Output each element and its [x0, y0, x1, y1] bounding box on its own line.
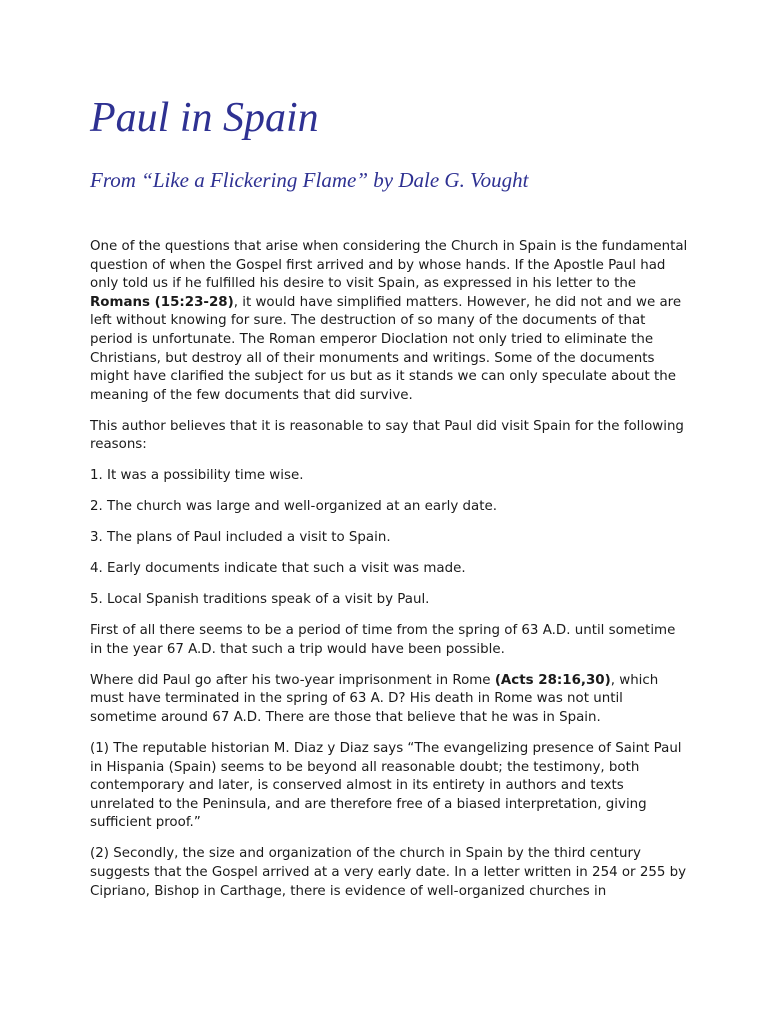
paragraph-intro-text-end: , it would have simplified matters. However, he did not and we are left without knowing for sure. The destruction of so many of the documents of that period is unfortunate. The Roman emperor Dioclation not only tried to eliminate the Christians, but destroy all of their monuments and writings. Some of the documents might have clarified the subject for us but as it stands we can only speculate about the meaning of the few documents that did survive. [90, 294, 682, 403]
document-body [90, 238, 690, 914]
page-title: Paul in Spain [90, 95, 319, 141]
reason-item: 3. The plans of Paul included a visit to Spain. [90, 530, 391, 546]
paragraph-imprisonment-text-start: Where did Paul go after his two-year imprisonment in Rome [90, 672, 495, 688]
reason-item: 2. The church was large and well-organized at an early date. [90, 499, 497, 515]
page-subtitle: From “Like a Flickering Flame” by Dale G. Vought [90, 168, 529, 192]
paragraph-intro [90, 238, 690, 405]
paragraph-church-organization: (2) Secondly, the size and organization of the church in Spain by the third century suggests that the Gospel arrived at a very early date. In a letter written in 254 or 255 by Cipriano, Bishop in Carthage, there is evidence of well-organized churches in [90, 846, 687, 899]
scripture-reference-romans: Romans (15:23-28) [90, 294, 234, 310]
paragraph-imprisonment-text-end: , which must have terminated in the spring of 63 A. D? His death in Rome was not until sometime around 67 A.D. There are those that believe that he was in Spain. [90, 672, 659, 725]
reason-item: 1. It was a possibility time wise. [90, 468, 304, 484]
reason-item: 5. Local Spanish traditions speak of a visit by Paul. [90, 592, 430, 608]
reason-item: 4. Early documents indicate that such a visit was made. [90, 561, 466, 577]
paragraph-intro-text-start: One of the questions that arise when considering the Church in Spain is the fundamental question of when the Gospel first arrived and by whose hands. If the Apostle Paul had only told us if he fulfilled his desire to visit Spain, as expressed in his letter to the [90, 239, 688, 292]
scripture-reference-acts: (Acts 28:16,30) [494, 672, 611, 688]
paragraph-historian-quote: (1) The reputable historian M. Diaz y Diaz says “The evangelizing presence of Saint Paul in Hispania (Spain) seems to be beyond all reasonable doubt; the testimony, both contemporary and later, is conserved almost in its entirety in authors and texts unrelated to the Peninsula, and are therefore free of a biased interpretation, giving sufficient proof.” [90, 740, 682, 831]
paragraph-imprisonment [90, 672, 690, 728]
paragraph-thesis: This author believes that it is reasonable to say that Paul did visit Spain for the following reasons: [90, 418, 684, 453]
paragraph-time-period: First of all there seems to be a period of time from the spring of 63 A.D. until sometime in the year 67 A.D. that such a trip would have been possible. [90, 623, 676, 657]
